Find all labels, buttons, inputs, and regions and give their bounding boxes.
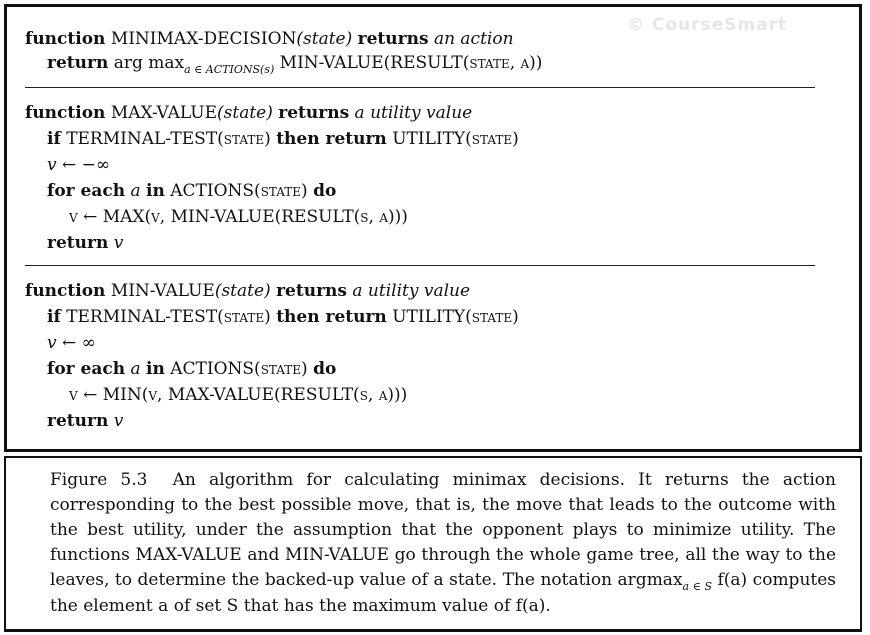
argmax-subscript: a ∈ ACTIONS(s) — [184, 63, 275, 76]
keyword-do: do — [313, 181, 337, 201]
terminal-test: TERMINAL-TEST(state) — [66, 129, 271, 149]
actions-call: ACTIONS(state) — [170, 181, 308, 201]
keyword-in: in — [146, 359, 165, 379]
utility-call: UTILITY(state) — [392, 129, 519, 149]
loop-var: a — [130, 181, 141, 201]
return-type: a utility value — [352, 281, 471, 301]
argmax-body: MIN-VALUE(RESULT(state, a)) — [279, 53, 543, 73]
keyword-for-each: for each — [47, 181, 126, 201]
return-type: an action — [433, 29, 514, 49]
function-arg: (state) — [217, 103, 273, 123]
function-name: MINIMAX-DECISION — [110, 29, 297, 49]
keyword-returns: returns — [357, 29, 429, 49]
max-value-header — [25, 103, 472, 123]
minimax-decision-header — [25, 29, 514, 49]
watermark: © CourseSmart — [627, 15, 788, 35]
max-value-return-line — [47, 233, 123, 253]
function-name: MAX-VALUE — [110, 103, 217, 123]
keyword-function: function — [25, 281, 106, 301]
algorithm-box — [4, 4, 862, 452]
keyword-return: return — [47, 53, 109, 73]
terminal-test: TERMINAL-TEST(state) — [66, 307, 271, 327]
figure-label: Figure 5.3 — [50, 470, 148, 490]
min-value-init-line: v ← ∞ — [47, 333, 96, 353]
figure-caption — [50, 468, 836, 619]
caption-text-2: f(a) computes the element a of set S that has the maximum value of f(a). — [50, 570, 837, 616]
caption-subscript: a ∈ S — [682, 580, 712, 593]
function-name: MIN-VALUE — [110, 281, 215, 301]
loop-var: a — [130, 359, 141, 379]
separator-1 — [25, 87, 815, 88]
return-type: a utility value — [354, 103, 473, 123]
max-value-loop-line — [47, 181, 336, 201]
keyword-if: if — [47, 129, 61, 149]
actions-call: ACTIONS(state) — [170, 359, 308, 379]
caption-text: An algorithm for calculating minimax decisions. It returns the action corresponding to the best possible move, that is, the move that leads to the outcome with the best utility, under the assumption that the opponent plays to minimize utility. The functions MAX-VALUE and MIN-VALUE go through the whole game tree, all the way to the leaves, to determine the backed-up value of a state. The notation argmax — [50, 470, 836, 590]
max-value-terminal-line — [47, 129, 519, 149]
min-value-header — [25, 281, 470, 301]
caption-box — [4, 456, 862, 632]
min-value-loop-line — [47, 359, 336, 379]
function-arg: (state) — [214, 281, 271, 301]
keyword-for-each: for each — [47, 359, 126, 379]
minimax-decision-body — [47, 53, 542, 75]
keyword-returns: returns — [276, 281, 347, 301]
function-arg: (state) — [296, 29, 353, 49]
separator-2 — [25, 265, 815, 266]
keyword-do: do — [313, 359, 337, 379]
keyword-then-return: then return — [276, 129, 387, 149]
keyword-returns: returns — [278, 103, 350, 123]
argmax: arg max — [113, 53, 185, 73]
keyword-if: if — [47, 307, 61, 327]
min-value-update-line: v ← MIN(v, MAX-VALUE(RESULT(s, a))) — [69, 385, 408, 405]
min-value-terminal-line — [47, 307, 519, 327]
return-var: v — [113, 233, 124, 253]
max-value-init-line: v ← −∞ — [47, 155, 111, 175]
keyword-return: return — [47, 233, 109, 253]
keyword-return: return — [47, 411, 109, 431]
utility-call: UTILITY(state) — [392, 307, 519, 327]
keyword-function: function — [25, 103, 106, 123]
max-value-update-line: v ← MAX(v, MIN-VALUE(RESULT(s, a))) — [69, 207, 408, 227]
keyword-then-return: then return — [276, 307, 387, 327]
return-var: v — [113, 411, 124, 431]
keyword-function: function — [25, 29, 106, 49]
keyword-in: in — [146, 181, 165, 201]
min-value-return-line — [47, 411, 123, 431]
